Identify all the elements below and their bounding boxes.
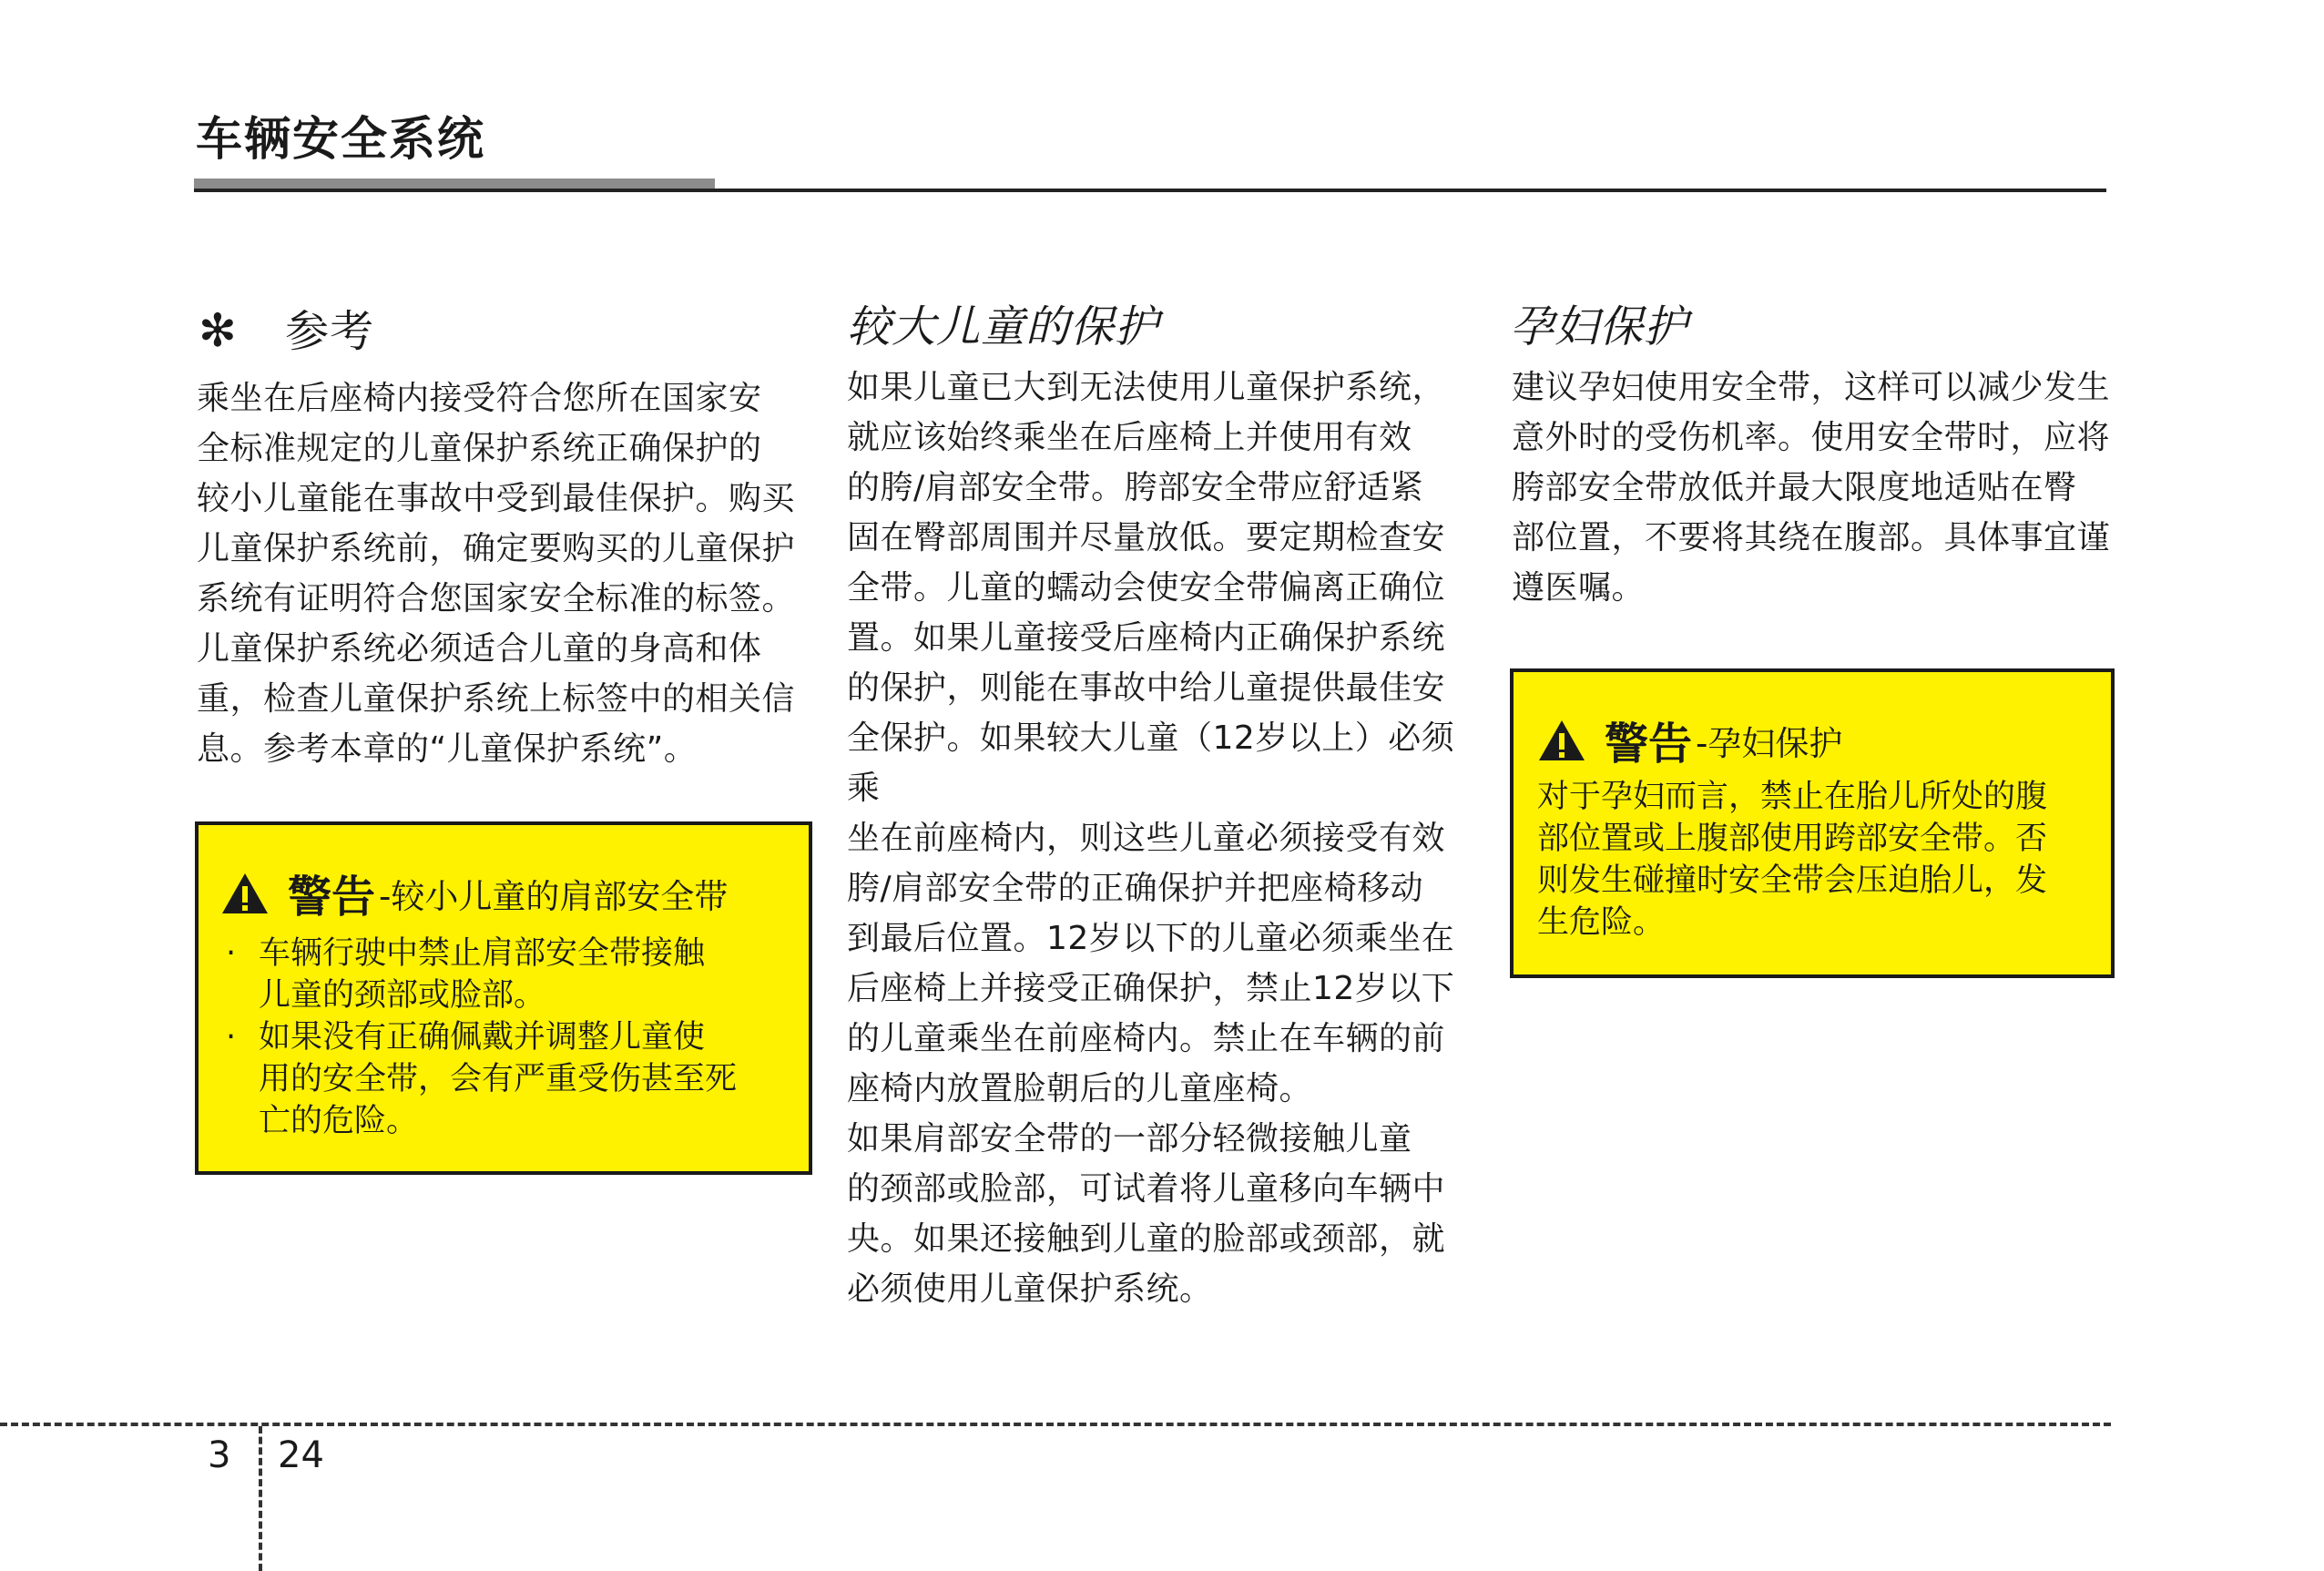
warning-box-small-child	[195, 821, 812, 1175]
pregnant-body: 建议孕妇使用安全带，这样可以减少发生 意外时的受伤机率。使用安全带时，应将 胯部安全带放低并最大限度地适贴在臀 部位置，不要将其绕在腹部。具体事宜谨 遵医嘱。	[1512, 369, 2111, 607]
warning-triangle-icon	[220, 872, 270, 915]
warning-bullets	[226, 933, 790, 1142]
warning-header	[1537, 709, 1842, 771]
older-child-body: 如果儿童已大到无法使用儿童保护系统， 就应该始终乘坐在后座椅上并使用有效 的胯/肩部安全带。胯部安全带应舒适紧 固在臀部周围并尽量放低。要定期检查安 全带。儿童的蠕动会使安全带偏离正确位 置。如果儿童接受后座椅内正确保护系统 的保护，则能在事故中给儿童提供最佳安 全保护。如果较大儿童（12岁以上）必须乘 坐在前座椅内，则这些儿童必须接受有效 胯/肩部安全带的正确保护并把座椅移动 到最后位置。12岁以下的儿童必须乘坐在 后座椅上并接受正确保护，禁止12岁以下 的儿童乘坐在前座椅内。禁止在车辆的前 座椅内放置脸朝后的儿童座椅。 如果肩部安全带的一部分轻微接触儿童 的颈部或脸部，可试着将儿童移向车辆中 央。如果还接触到儿童的脸部或颈部，就 必须使用儿童保护系统。	[847, 369, 1455, 1308]
page-number: 24	[278, 1434, 324, 1476]
warning-bullet: · 如果没有正确佩戴并调整儿童使 用的安全带，会有严重受伤甚至死 亡的危险。	[226, 1019, 738, 1139]
older-child-title: 较大儿童的保护	[847, 301, 1160, 352]
warning-box-pregnant	[1510, 668, 2115, 978]
footer-vertical-divider	[259, 1426, 262, 1571]
note-title: 参考	[285, 306, 375, 357]
chapter-number: 3	[208, 1434, 231, 1476]
header-rule	[194, 189, 2106, 192]
warning-subtitle: -孕妇保护	[1696, 723, 1843, 763]
footer-divider	[0, 1423, 2111, 1426]
note-body: 乘坐在后座椅内接受符合您所在国家安 全标准规定的儿童保护系统正确保护的 较小儿童能在事故中受到最佳保护。购买 儿童保护系统前，确定要购买的儿童保护 系统有证明符合您国家安全标准的标签。 儿童保护系统必须适合儿童的身高和体 重，检查儿童保护系统上标签中的相关信 息。参考本章的“儿童保护系统”。	[197, 380, 796, 768]
note-heading	[199, 304, 375, 357]
section-title: 车辆安全系统	[196, 113, 486, 167]
warning-subtitle: -较小儿童的肩部安全带	[379, 876, 729, 916]
pregnant-title: 孕妇保护	[1510, 301, 1689, 352]
note-asterisk-icon: ✻	[199, 304, 238, 357]
warning-label: 警告	[288, 872, 376, 923]
warning-bullet: · 车辆行驶中禁止肩部安全带接触 儿童的颈部或脸部。	[226, 935, 706, 1014]
warning-label: 警告	[1605, 719, 1693, 770]
warning-triangle-icon	[1537, 719, 1586, 762]
warning-header	[220, 862, 728, 924]
warning-text: 对于孕妇而言，禁止在胎儿所处的腹 部位置或上腹部使用跨部安全带。否 则发生碰撞时安全带会压迫胎儿，发 生危险。	[1537, 779, 2048, 941]
